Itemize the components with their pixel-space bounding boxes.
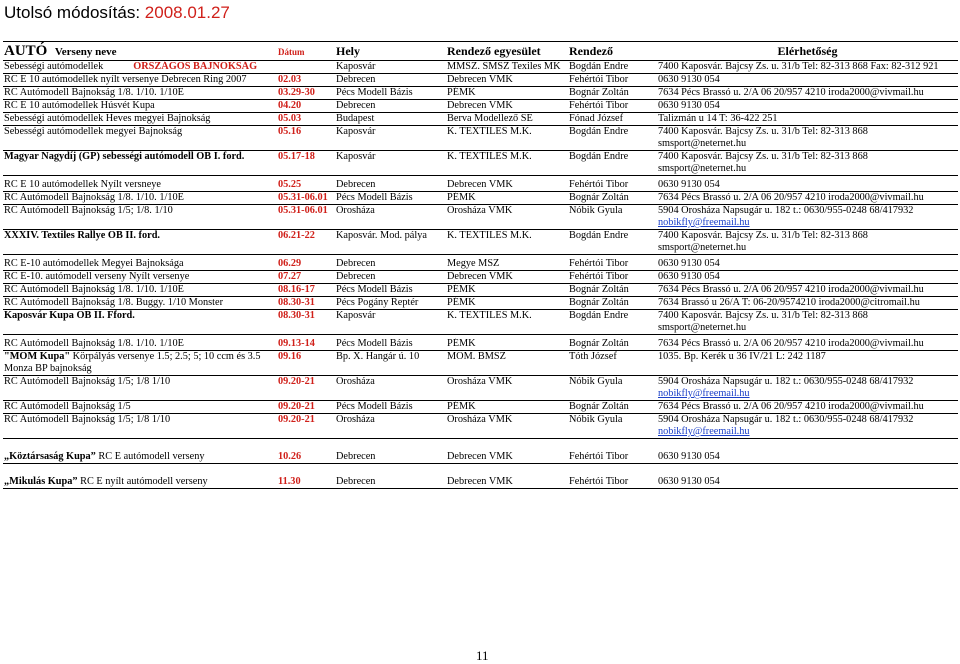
event-director: Bogdán Endre: [568, 61, 657, 74]
event-name: RC Autómodell Bajnokság 1/8. Buggy. 1/10 Monster: [3, 297, 277, 310]
event-name: RC Autómodell Bajnokság 1/5: [3, 401, 277, 414]
event-organizer: Debrecen VMK: [446, 451, 568, 464]
event-organizer: PÉMK: [446, 192, 568, 205]
event-place: Kaposvár: [335, 310, 446, 335]
table-row: [3, 100, 958, 113]
event-organizer: K. TEXTILES M.K.: [446, 230, 568, 255]
event-name: XXXIV. Textiles Rallye OB II. ford.: [3, 230, 277, 255]
event-date: 03.29-30: [277, 87, 335, 100]
event-contact: 7634 Pécs Brassó u. 2/A 06 20/957 4210 iroda2000@vivmail.hu: [657, 401, 958, 414]
event-date: 05.31-06.01: [277, 192, 335, 205]
event-name: „Mikulás Kupa” RC E nyílt autómodell verseny: [3, 476, 277, 489]
event-director: Fehértói Tibor: [568, 179, 657, 192]
event-place: Pécs Modell Bázis: [335, 338, 446, 351]
event-director: Fehértói Tibor: [568, 100, 657, 113]
table-row: [3, 179, 958, 192]
event-contact: 7634 Pécs Brassó u. 2/A 06 20/957 4210 iroda2000@vivmail.hu: [657, 87, 958, 100]
event-date: 09.20-21: [277, 414, 335, 439]
event-date: 05.25: [277, 179, 335, 192]
event-name: RC E 10 autómodellek Húsvét Kupa: [3, 100, 277, 113]
event-date: 10.26: [277, 451, 335, 464]
event-name: Sebességi autómodellek ORSZÁGOS BAJNOKSÁG: [3, 61, 277, 74]
event-name: Kaposvár Kupa OB II. Fford.: [3, 310, 277, 335]
event-organizer: PÉMK: [446, 338, 568, 351]
event-organizer: Megye MSZ: [446, 258, 568, 271]
table-row: [3, 376, 958, 401]
table-row: [3, 351, 958, 376]
event-organizer: Orosháza VMK: [446, 376, 568, 401]
event-director: Nóbik Gyula: [568, 376, 657, 401]
last-modified-title: [4, 3, 230, 23]
header-date: Dátum: [277, 42, 335, 61]
event-date: 06.21-22: [277, 230, 335, 255]
event-contact: 5904 Orosháza Napsugár u. 182 t.: 0630/955-0248 68/417932 nobikfly@freemail.hu: [657, 376, 958, 401]
event-contact: 7634 Brassó u 26/A T: 06-20/9574210 iroda2000@citromail.hu: [657, 297, 958, 310]
event-name: RC Autómodell Bajnokság 1/5; 1/8 1/10: [3, 376, 277, 401]
event-director: Bogdán Endre: [568, 310, 657, 335]
event-organizer: PÉMK: [446, 87, 568, 100]
event-place: Pécs Modell Bázis: [335, 401, 446, 414]
events-table: [3, 41, 958, 489]
event-place: Kaposvár: [335, 151, 446, 176]
event-name: „Köztársaság Kupa” RC E autómodell verseny: [3, 451, 277, 464]
event-organizer: MMSZ. SMSZ Texiles MK: [446, 61, 568, 74]
event-organizer: MOM. BMSZ: [446, 351, 568, 376]
event-name: RC Autómodell Bajnokság 1/8. 1/10. 1/10E: [3, 338, 277, 351]
event-organizer: Debrecen VMK: [446, 476, 568, 489]
table-row: [3, 271, 958, 284]
event-date: 05.17-18: [277, 151, 335, 176]
event-date: 08.16-17: [277, 284, 335, 297]
event-place: Debrecen: [335, 451, 446, 464]
event-director: Bognár Zoltán: [568, 192, 657, 205]
event-date: 11.30: [277, 476, 335, 489]
event-place: Pécs Modell Bázis: [335, 87, 446, 100]
event-date: 09.20-21: [277, 401, 335, 414]
table-row: [3, 192, 958, 205]
event-place: Budapest: [335, 113, 446, 126]
table-row: [3, 451, 958, 464]
event-date: 08.30-31: [277, 297, 335, 310]
event-organizer: PÉMK: [446, 401, 568, 414]
table-row: [3, 476, 958, 489]
event-date: 09.13-14: [277, 338, 335, 351]
event-name: RC Autómodell Bajnokság 1/5; 1/8 1/10: [3, 414, 277, 439]
table-row: [3, 230, 958, 255]
table-row: [3, 284, 958, 297]
table-row: [3, 74, 958, 87]
event-director: Bogdán Endre: [568, 230, 657, 255]
event-date: 09.16: [277, 351, 335, 376]
event-name: RC Autómodell Bajnokság 1/8. 1/10. 1/10E: [3, 284, 277, 297]
event-contact: 5904 Orosháza Napsugár u. 182 t.: 0630/955-0248 68/417932 nobikfly@freemail.hu: [657, 414, 958, 439]
table-row: [3, 151, 958, 176]
event-place: Pécs Modell Bázis: [335, 284, 446, 297]
event-date: 05.03: [277, 113, 335, 126]
event-name: RC E 10 autómodellek Nyílt versneye: [3, 179, 277, 192]
page-number: 11: [476, 648, 489, 663]
event-contact: Talizmán u 14 T: 36-422 251: [657, 113, 958, 126]
event-organizer: Orosháza VMK: [446, 205, 568, 230]
event-place: Debrecen: [335, 100, 446, 113]
event-organizer: K. TEXTILES M.K.: [446, 151, 568, 176]
event-director: Nóbik Gyula: [568, 414, 657, 439]
event-place: Debrecen: [335, 476, 446, 489]
event-contact: 0630 9130 054: [657, 100, 958, 113]
event-contact: 0630 9130 054: [657, 74, 958, 87]
event-place: Debrecen: [335, 74, 446, 87]
title-label: Utolsó módosítás:: [4, 3, 141, 22]
event-place: Debrecen: [335, 179, 446, 192]
event-place: Orosháza: [335, 414, 446, 439]
event-date: 05.31-06.01: [277, 205, 335, 230]
table-row: [3, 113, 958, 126]
event-director: Fehértói Tibor: [568, 258, 657, 271]
event-place: Debrecen: [335, 258, 446, 271]
event-place: Pécs Pogány Reptér: [335, 297, 446, 310]
event-name: RC Autómodell Bajnokság 1/8. 1/10. 1/10E: [3, 87, 277, 100]
event-date: 08.30-31: [277, 310, 335, 335]
event-organizer: PÉMK: [446, 284, 568, 297]
event-date: 04.20: [277, 100, 335, 113]
event-director: Bognár Zoltán: [568, 338, 657, 351]
event-contact: 7400 Kaposvár. Bajcsy Zs. u. 31/b Tel: 82-313 868 smsport@neternet.hu: [657, 151, 958, 176]
header-organizer: Rendező egyesület: [446, 42, 568, 61]
event-place: Bp. X. Hangár ú. 10: [335, 351, 446, 376]
event-director: Bogdán Endre: [568, 126, 657, 151]
event-contact: 7400 Kaposvár. Bajcsy Zs. u. 31/b Tel: 82-313 868 smsport@neternet.hu: [657, 230, 958, 255]
event-director: Bognár Zoltán: [568, 401, 657, 414]
event-name: Magyar Nagydíj (GP) sebességi autómodell OB I. ford.: [3, 151, 277, 176]
event-name: RC Autómodell Bajnokság 1/8. 1/10. 1/10E: [3, 192, 277, 205]
event-date: 02.03: [277, 74, 335, 87]
event-director: Fehértói Tibor: [568, 476, 657, 489]
event-contact: 7400 Kaposvár. Bajcsy Zs. u. 31/b Tel: 82-313 868 smsport@neternet.hu: [657, 310, 958, 335]
event-contact: 7634 Pécs Brassó u. 2/A 06 20/957 4210 iroda2000@vivmail.hu: [657, 192, 958, 205]
event-date: 09.20-21: [277, 376, 335, 401]
event-organizer: Orosháza VMK: [446, 414, 568, 439]
event-contact: 0630 9130 054: [657, 179, 958, 192]
event-name: Sebességi autómodellek Heves megyei Bajnokság: [3, 113, 277, 126]
event-organizer: Debrecen VMK: [446, 74, 568, 87]
event-name: RC Autómodell Bajnokság 1/5; 1/8. 1/10: [3, 205, 277, 230]
event-place: Kaposvár: [335, 126, 446, 151]
title-date: 2008.01.27: [144, 3, 230, 22]
table-row: [3, 258, 958, 271]
event-date: 06.29: [277, 258, 335, 271]
event-date: 07.27: [277, 271, 335, 284]
table-row: [3, 338, 958, 351]
event-contact: 7634 Pécs Brassó u. 2/A 06 20/957 4210 iroda2000@vivmail.hu: [657, 284, 958, 297]
event-contact: 0630 9130 054: [657, 451, 958, 464]
event-organizer: Debrecen VMK: [446, 100, 568, 113]
event-director: Fónad József: [568, 113, 657, 126]
event-organizer: Debrecen VMK: [446, 271, 568, 284]
table-row: [3, 401, 958, 414]
table-row: [3, 310, 958, 335]
event-director: Nóbik Gyula: [568, 205, 657, 230]
event-place: Orosháza: [335, 376, 446, 401]
event-organizer: Debrecen VMK: [446, 179, 568, 192]
event-director: Bognár Zoltán: [568, 297, 657, 310]
event-organizer: K. TEXTILES M.K.: [446, 126, 568, 151]
event-name: RC E 10 autómodellek nyílt versenye Debrecen Ring 2007: [3, 74, 277, 87]
table-row: [3, 205, 958, 230]
event-contact: 0630 9130 054: [657, 271, 958, 284]
event-director: Fehértói Tibor: [568, 271, 657, 284]
event-director: Fehértói Tibor: [568, 451, 657, 464]
header-place: Hely: [335, 42, 446, 61]
event-place: Kaposvár: [335, 61, 446, 74]
table-row: [3, 297, 958, 310]
event-director: Bognár Zoltán: [568, 284, 657, 297]
event-organizer: PÉMK: [446, 297, 568, 310]
event-name: RC E-10 autómodellek Megyei Bajnoksága: [3, 258, 277, 271]
event-contact: 7634 Pécs Brassó u. 2/A 06 20/957 4210 iroda2000@vivmail.hu: [657, 338, 958, 351]
event-contact: 0630 9130 054: [657, 258, 958, 271]
event-place: Orosháza: [335, 205, 446, 230]
event-organizer: Berva Modellező SE: [446, 113, 568, 126]
event-contact: 1035. Bp. Kerék u 36 IV/21 L: 242 1187: [657, 351, 958, 376]
event-director: Bogdán Endre: [568, 151, 657, 176]
event-director: Fehértói Tibor: [568, 74, 657, 87]
event-name: "MOM Kupa" Körpályás versenye 1.5; 2.5; 5; 10 ccm és 3.5 Monza BP bajnokság: [3, 351, 277, 376]
header-director: Rendező: [568, 42, 657, 61]
event-contact: 7400 Kaposvár. Bajcsy Zs. u. 31/b Tel: 82-313 868 Fax: 82-312 921: [657, 61, 958, 74]
event-place: Pécs Modell Bázis: [335, 192, 446, 205]
table-header: [3, 42, 958, 61]
event-contact: 7400 Kaposvár. Bajcsy Zs. u. 31/b Tel: 82-313 868 smsport@neternet.hu: [657, 126, 958, 151]
event-director: Bognár Zoltán: [568, 87, 657, 100]
table-row: [3, 126, 958, 151]
header-name: AUTÓ Verseny neve: [3, 42, 277, 61]
event-place: Debrecen: [335, 271, 446, 284]
event-place: Kaposvár. Mod. pálya: [335, 230, 446, 255]
table-row: [3, 87, 958, 100]
header-contact: Elérhetőség: [657, 42, 958, 61]
event-name: Sebességi autómodellek megyei Bajnokság: [3, 126, 277, 151]
event-contact: 0630 9130 054: [657, 476, 958, 489]
event-date: [277, 61, 335, 74]
event-contact: 5904 Orosháza Napsugár u. 182 t.: 0630/955-0248 68/417932 nobikfly@freemail.hu: [657, 205, 958, 230]
event-date: 05.16: [277, 126, 335, 151]
event-name: RC E-10. autómodell verseny Nyílt versenye: [3, 271, 277, 284]
table-row: [3, 414, 958, 439]
table-row: [3, 61, 958, 74]
event-director: Tóth József: [568, 351, 657, 376]
event-organizer: K. TEXTILES M.K.: [446, 310, 568, 335]
